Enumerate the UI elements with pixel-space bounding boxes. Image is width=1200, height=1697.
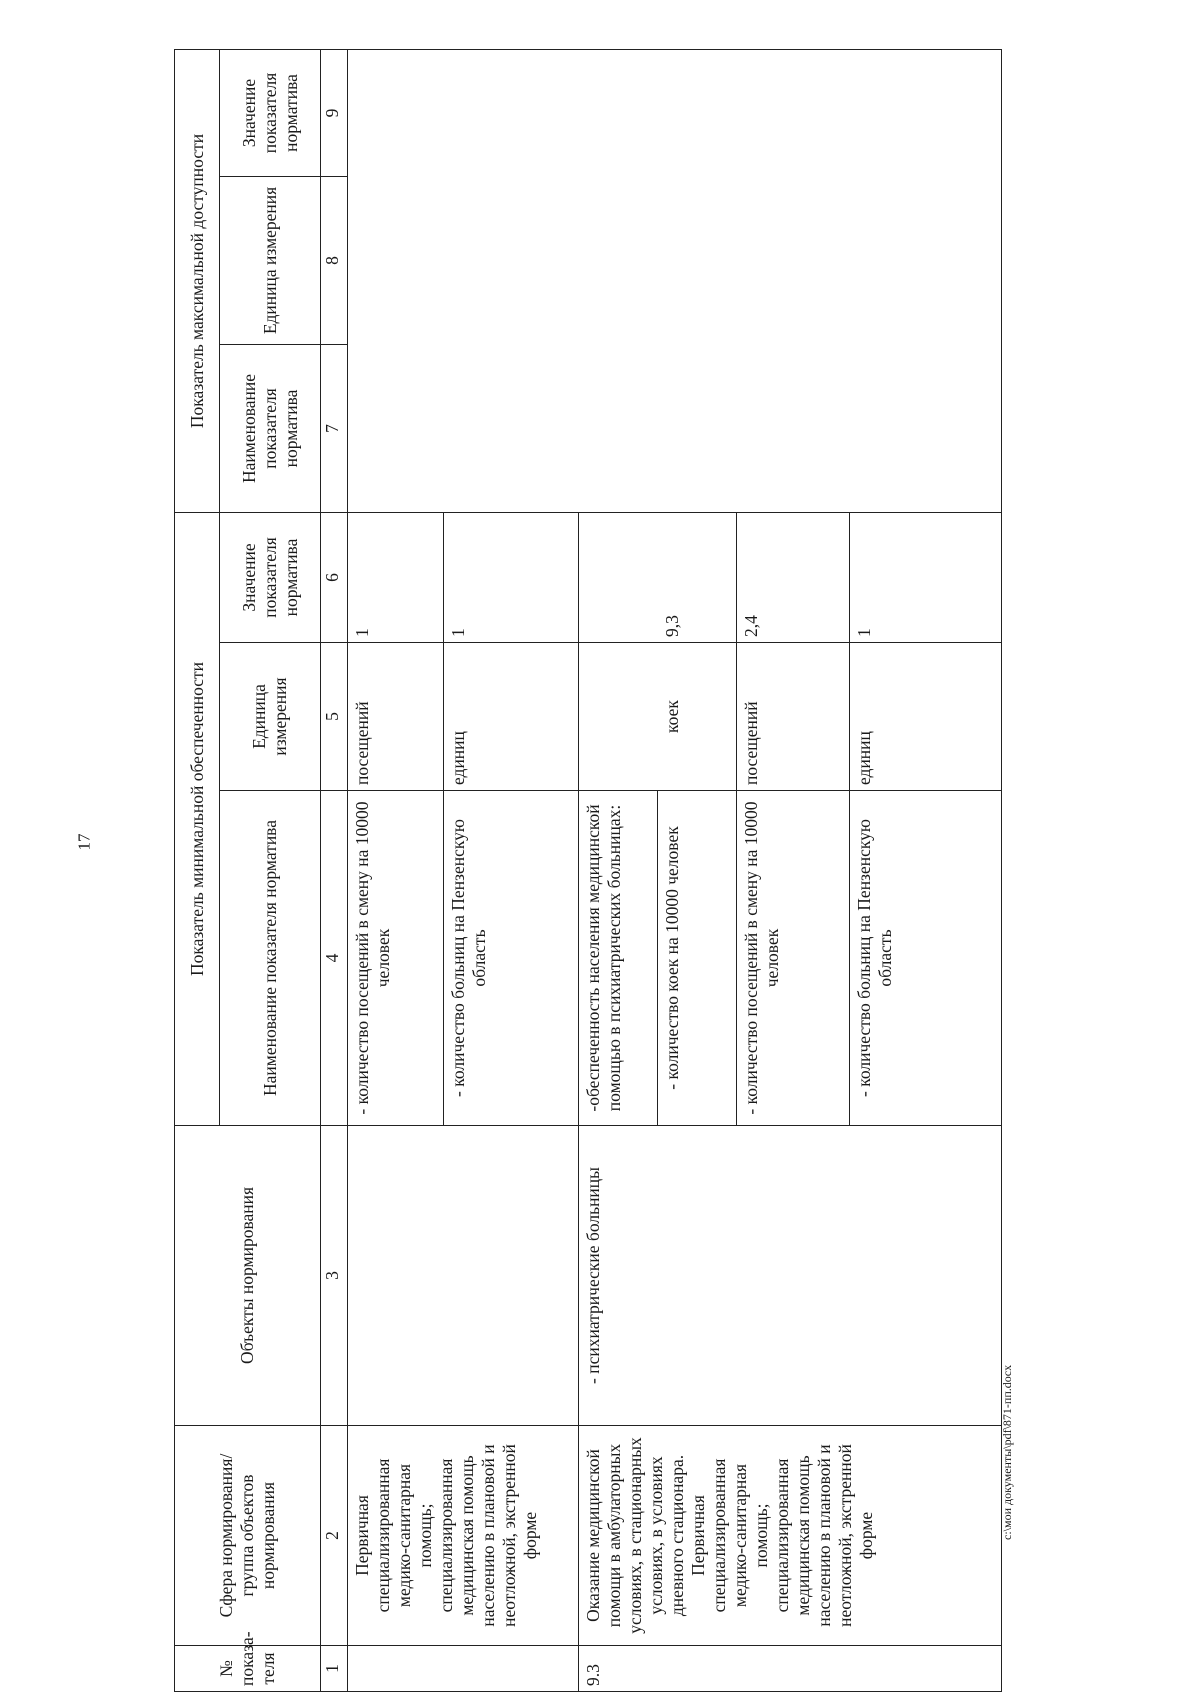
- block-b-row4-name: - количество больниц на Пензенскую область: [849, 791, 1001, 1126]
- header-max-name: Наименование показателя норматива: [220, 344, 321, 512]
- block-a-row2-unit: единиц: [444, 643, 579, 791]
- column-number: 3: [321, 1126, 348, 1426]
- header-max-availability: Показатель максимальной доступности: [175, 49, 220, 512]
- block-b-number: 9.3: [579, 1646, 1002, 1692]
- block-a-row1-value: 1: [348, 512, 444, 642]
- norms-table-rotated: [174, 50, 1002, 1692]
- block-a-row2-value: 1: [444, 512, 579, 642]
- document-footer-path: c:\мои документы\pdf\871-пп.docx: [1000, 1364, 1014, 1540]
- header-sphere: Сфера нормирования/ группа объектов нормирования: [175, 1426, 321, 1646]
- header-indicator-number: № показа-теля: [175, 1646, 321, 1692]
- table-row: [348, 49, 444, 1691]
- norms-table: [174, 49, 1002, 1692]
- max-availability-empty-area: [348, 49, 1002, 512]
- header-min-unit: Единица измерения: [220, 643, 321, 791]
- block-a-row1-name: - количество посещений в смену на 10000 человек: [348, 791, 444, 1126]
- block-b-sphere: Оказание медицинской помощи в амбулаторных условиях, в стационарных условиях, в условиях дневного стационара. Первичная специализированная медико-санитарная помощь; специализированная медицинская помощь населению в плановой и неотложной, экстренной форме: [579, 1426, 1002, 1646]
- block-a-number: [348, 1646, 579, 1692]
- block-a-sphere: Первичная специализированная медико-санитарная помощь; специализированная медицинская помощь населению в плановой и неотложной, экстренной форме: [348, 1426, 579, 1646]
- column-number: 1: [321, 1646, 348, 1692]
- block-b-row1-unit: [579, 643, 658, 791]
- header-min-name: Наименование показателя норматива: [220, 791, 321, 1126]
- column-number-row: [321, 49, 348, 1691]
- header-max-unit: Единица измерения: [220, 176, 321, 344]
- column-number: 7: [321, 344, 348, 512]
- block-a-objects: [348, 1126, 579, 1426]
- block-b-row1-value: [579, 512, 658, 642]
- column-number: 6: [321, 512, 348, 642]
- column-number: 8: [321, 176, 348, 344]
- block-b-row3-unit: посещений: [737, 643, 850, 791]
- block-b-row3-value: 2,4: [737, 512, 850, 642]
- block-b-row2-value: 9,3: [658, 512, 737, 642]
- block-b-row2-name: - количество коек на 10000 человек: [658, 791, 737, 1126]
- block-a-row2-name: - количество больниц на Пензенскую область: [444, 791, 579, 1126]
- header-max-value: Значение показателя норматива: [220, 49, 321, 176]
- block-b-row1-name: -обеспеченность населения медицинской помощью в психиатрических больницах:: [579, 791, 658, 1126]
- page-number: 17: [74, 833, 94, 851]
- block-b-row4-unit: единиц: [849, 643, 1001, 791]
- header-objects: Объекты нормирования: [175, 1126, 321, 1426]
- column-number: 9: [321, 49, 348, 176]
- block-b-row2-unit: коек: [658, 643, 737, 791]
- block-b-row3-name: - количество посещений в смену на 10000 человек: [737, 791, 850, 1126]
- block-b-row4-value: 1: [849, 512, 1001, 642]
- header-min-provision: Показатель минимальной обеспеченности: [175, 512, 220, 1125]
- column-number: 5: [321, 643, 348, 791]
- header-min-value: Значение показателя норматива: [220, 512, 321, 642]
- block-b-objects: - психиатрические больницы: [579, 1126, 1002, 1426]
- column-number: 4: [321, 791, 348, 1126]
- block-a-row1-unit: посещений: [348, 643, 444, 791]
- column-number: 2: [321, 1426, 348, 1646]
